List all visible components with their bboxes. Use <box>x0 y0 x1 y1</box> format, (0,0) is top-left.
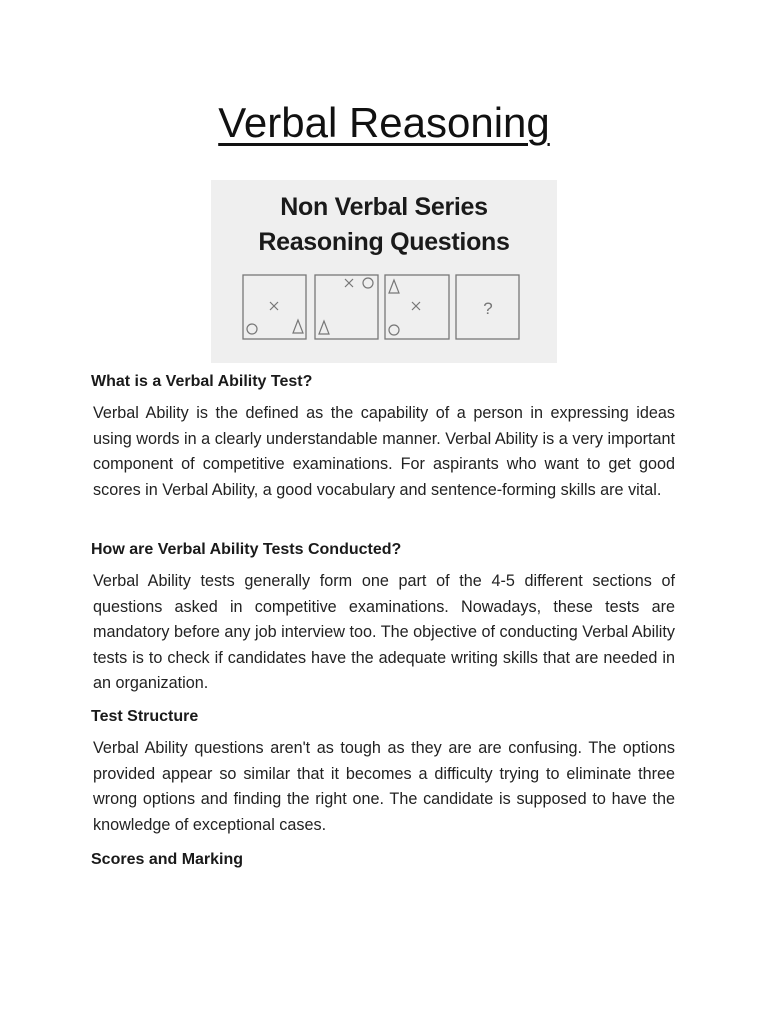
figure-title-line-1: Non Verbal Series <box>280 193 488 221</box>
cross-icon <box>270 302 278 310</box>
panel-1 <box>243 275 306 339</box>
section-paragraph: Verbal Ability is the defined as the capability of a person in expressing ideas using words in a clearly understandable manner. Verbal Ability is a very important component of competitive examinations. For aspirants who want to get good scores in Verbal Ability, a good vocabulary and sentence-forming skills are vital. <box>93 404 675 499</box>
circle-icon <box>247 324 257 334</box>
page-title-text: Verbal Reasoning <box>218 99 550 146</box>
triangle-icon <box>389 280 399 293</box>
page-title <box>0 97 768 149</box>
cross-icon <box>345 279 353 287</box>
section-heading: How are Verbal Ability Tests Conducted? <box>91 541 402 558</box>
figure-title-line-2: Reasoning Questions <box>258 228 510 256</box>
circle-icon <box>363 278 373 288</box>
section-heading: Test Structure <box>91 708 199 725</box>
section-heading: What is a Verbal Ability Test? <box>91 373 313 390</box>
section-paragraph: Verbal Ability questions aren't as tough as they are are confusing. The options provided appear so similar that it becomes a difficulty trying to eliminate three wrong options and finding the right one. The candidate is supposed to have the knowledge of exceptional cases. <box>93 739 675 834</box>
section-heading: Scores and Marking <box>91 851 244 868</box>
panel-2 <box>315 275 378 339</box>
section-paragraph: Verbal Ability tests generally form one part of the 4-5 different sections of questions asked in competitive examinations. Nowadays, these tests are mandatory before any job interview too. The objective of conducting Verbal Ability tests is to check if candidates have the adequate writing skills that are needed in an organization. <box>93 572 675 693</box>
circle-icon <box>389 325 399 335</box>
panel-3 <box>385 275 449 339</box>
cross-icon <box>412 302 420 310</box>
question-mark-icon: ? <box>483 299 493 318</box>
panel-4 <box>456 275 519 339</box>
triangle-icon <box>293 320 303 333</box>
triangle-icon <box>319 321 329 334</box>
